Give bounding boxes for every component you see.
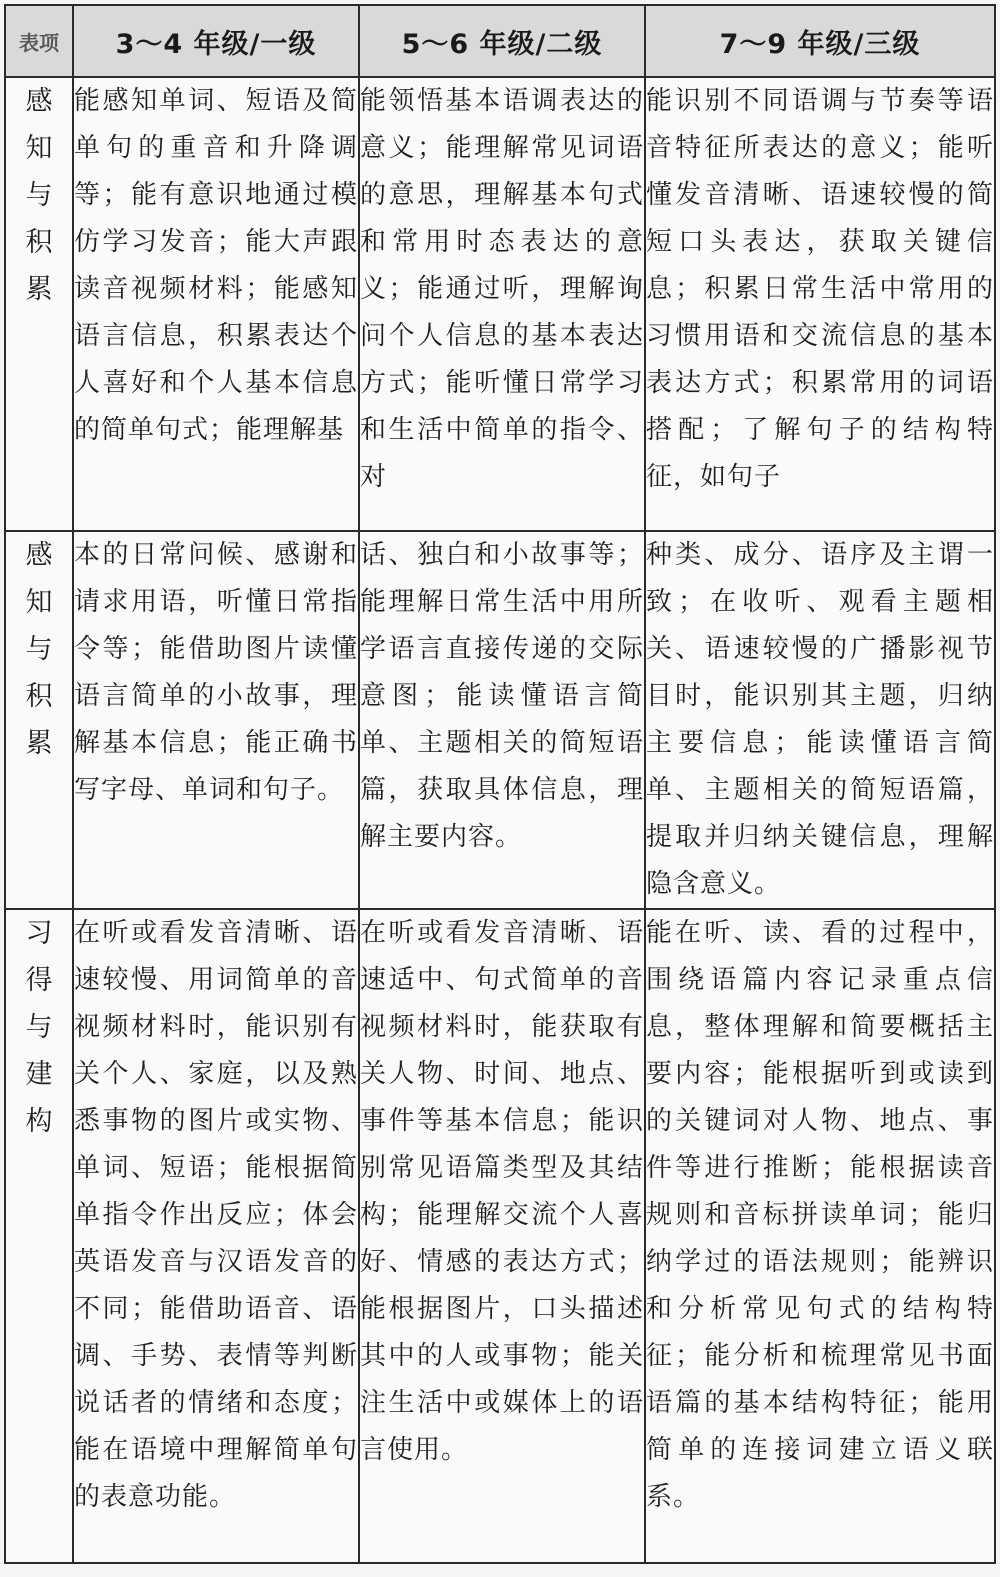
table-cell: 能识别不同语调与节奏等语音特征所表达的意义；能听懂发音清晰、语速较慢的简短口头表达，获取关键信息；积累日常生活中常用的习惯用语和交流信息的基本表达方式；积累常用的词语搭配；了解句子的结构特征，如句子: [645, 77, 995, 531]
table-cell: 能感知单词、短语及简单句的重音和升降调等；能有意识地通过模仿学习发音；能大声跟读音视频材料；能感知语言信息，积累表达个人喜好和个人基本信息的简单句式；能理解基: [73, 77, 359, 531]
table-row: [5, 531, 995, 909]
table-cell: 在听或看发音清晰、语速较慢、用词简单的音视频材料时，能识别有关个人、家庭，以及熟悉事物的图片或实物、单词、短语；能根据简单指令作出反应；体会英语发音与汉语发音的不同；能借助语音、语调、手势、表情等判断说话者的情绪和态度；能在语境中理解简单句的表意功能。: [73, 909, 359, 1563]
row-dimension-label: 感知与积累: [5, 77, 73, 531]
table-cell: 本的日常问候、感谢和请求用语，听懂日常指令等；能借助图片读懂语言简单的小故事，理解基本信息；能正确书写字母、单词和句子。: [73, 531, 359, 909]
row-dimension-label: 习得与建构: [5, 909, 73, 1563]
column-header-level-1: 3～4 年级/一级: [73, 5, 359, 77]
table-header-row: [5, 5, 995, 77]
table-cell: 话、独白和小故事等；能理解日常生活中用所学语言直接传递的交际意图；能读懂语言简单、主题相关的简短语篇，获取具体信息，理解主要内容。: [359, 531, 645, 909]
table-row: [5, 77, 995, 531]
corner-header: 表项: [5, 5, 73, 77]
row-dimension-label: 感知与积累: [5, 531, 73, 909]
table-cell: 能在听、读、看的过程中，围绕语篇内容记录重点信息，整体理解和简要概括主要内容；能根据听到或读到的关键词对人物、地点、事件等进行推断；能根据读音规则和音标拼读单词；能归纳学过的语法规则；能辨识和分析常见句式的结构特征；能分析和梳理常见书面语篇的基本结构特征；能用简单的连接词建立语义联系。: [645, 909, 995, 1563]
table-cell: 种类、成分、语序及主谓一致；在收听、观看主题相关、语速较慢的广播影视节目时，能识别其主题，归纳主要信息；能读懂语言简单、主题相关的简短语篇，提取并归纳关键信息，理解隐含意义。: [645, 531, 995, 909]
curriculum-standards-table: [4, 4, 996, 1564]
table-cell: 能领悟基本语调表达的意义；能理解常见词语的意思，理解基本句式和常用时态表达的意义；能通过听，理解询问个人信息的基本表达方式；能听懂日常学习和生活中简单的指令、对: [359, 77, 645, 531]
column-header-level-2: 5～6 年级/二级: [359, 5, 645, 77]
table-cell: 在听或看发音清晰、语速适中、句式简单的音视频材料时，能获取有关人物、时间、地点、事件等基本信息；能识别常见语篇类型及其结构；能理解交流个人喜好、情感的表达方式；能根据图片，口头描述其中的人或事物；能关注生活中或媒体上的语言使用。: [359, 909, 645, 1563]
column-header-level-3: 7～9 年级/三级: [645, 5, 995, 77]
table-row: [5, 909, 995, 1563]
